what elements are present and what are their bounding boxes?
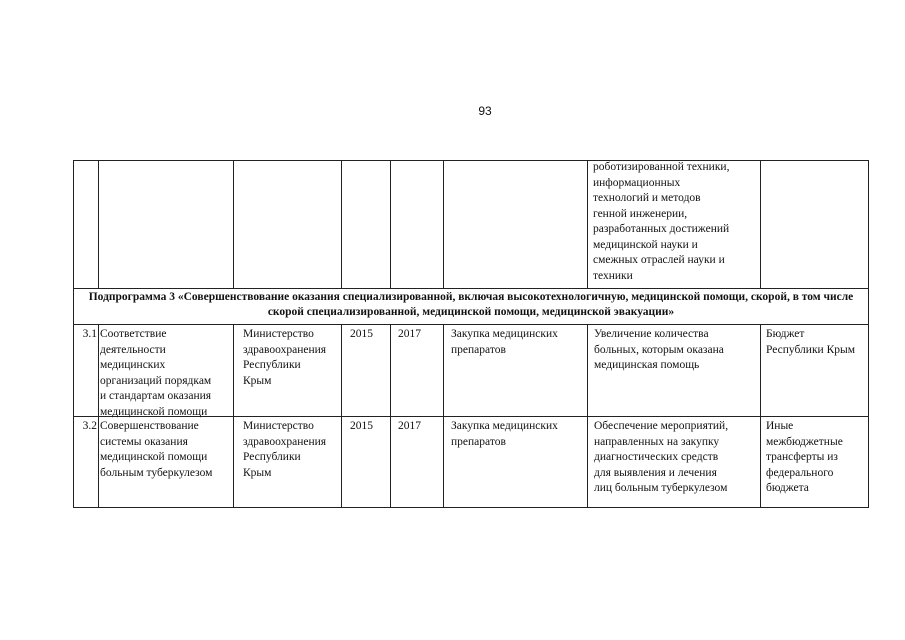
table-row-3-1-number: 3.1: [82, 328, 97, 340]
table-row-3-1-start-year: 2015: [350, 328, 373, 340]
table-row-3-2-result: Обеспечение мероприятий, направленных на закупку диагностических средств для выявления и лечения лиц больным туберкулезом: [594, 420, 729, 494]
table-row-3-1-funding: Бюджет Республики Крым: [766, 328, 855, 356]
table-border-left: [73, 160, 74, 508]
col-line: [341, 160, 342, 288]
table-row-3-2-end-year: 2017: [398, 420, 421, 432]
table-row-3-1-name: Соответствие деятельности медицинских организаций порядкам и стандартам оказания медицинской помощи: [100, 328, 212, 418]
table-row-3-1-end-year: 2017: [398, 328, 421, 340]
table-row-3-2-start-year: 2015: [350, 420, 373, 432]
table-row-3-2-activity: Закупка медицинских препаратов: [451, 420, 558, 448]
col-line: [98, 324, 99, 508]
program-table: [73, 160, 869, 508]
page-number: 93: [478, 104, 492, 118]
col-line: [443, 324, 444, 508]
table-row-3-1-activity: Закупка медицинских препаратов: [451, 328, 558, 356]
col-line: [233, 324, 234, 508]
col-line: [587, 160, 588, 288]
col-line: [233, 160, 234, 288]
col-line: [760, 324, 761, 508]
table-row-3-1-executor: Министерство здравоохранения Республики Крым: [243, 328, 327, 387]
table-border-right: [868, 160, 869, 508]
table-row-3-2-number: 3.2: [82, 420, 97, 432]
divider-after-heading: [73, 324, 869, 325]
continuation-result-text: роботизированной техники, информационных технологий и методов генной инженерии, разработанных достижений медицинской науки и смежных отраслей науки и техники: [593, 161, 730, 282]
subprogram-heading: Подпрограмма 3 «Совершенствование оказания специализированной, включая высокотехнологичную, медицинской помощи, скорой, в том числе скорой специализированной, медицинской помощи, медицинской эвакуации»: [88, 291, 854, 318]
table-row-3-2-funding: Иные межбюджетные трансферты из федерального бюджета: [766, 420, 843, 494]
col-line: [390, 160, 391, 288]
table-row-3-1-result: Увеличение количества больных, которым оказана медицинская помощь: [594, 328, 724, 371]
col-line: [341, 324, 342, 508]
table-border-bottom: [73, 507, 869, 508]
col-line: [98, 160, 99, 288]
col-line: [390, 324, 391, 508]
table-row-3-2-name: Совершенствование системы оказания медицинской помощи больным туберкулезом: [100, 420, 213, 479]
divider-after-continuation: [73, 288, 869, 289]
table-row-3-2-executor: Министерство здравоохранения Республики Крым: [243, 420, 327, 479]
col-line: [587, 324, 588, 508]
col-line: [760, 160, 761, 288]
col-line: [443, 160, 444, 288]
